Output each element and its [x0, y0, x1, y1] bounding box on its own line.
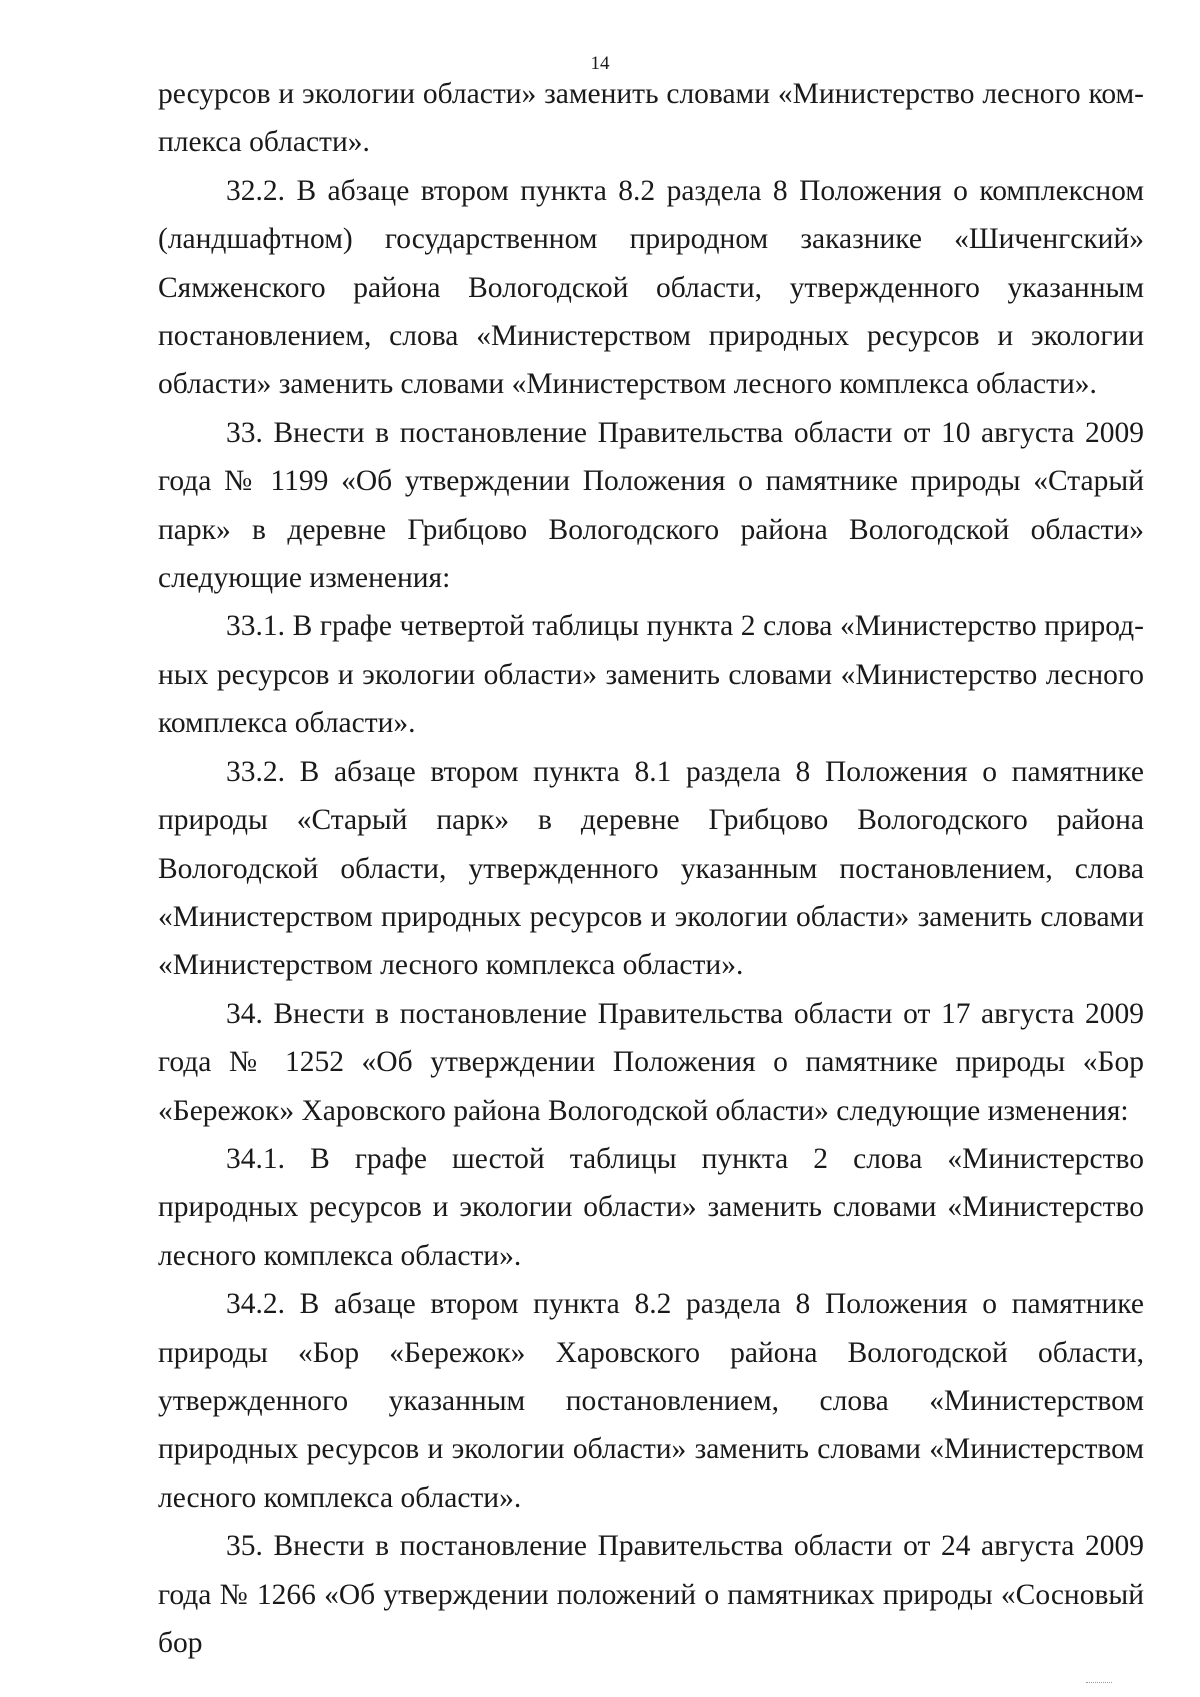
scan-artifact — [1086, 1682, 1112, 1687]
document-body — [158, 70, 1144, 1667]
paragraph-32-2: 32.2. В абзаце втором пункта 8.2 раздела 8 Положения о комплексном (ландшафтном) государственном природном заказнике «Шиченгский» Сямженского района Вологодской области, утвержденного указанным постановлением, слова «Министерством природных ресурсов и экологии области» заменить словами «Министерством лесного комплекса области». — [158, 174, 1144, 401]
paragraph-34: 34. Внести в постановление Правительства области от 17 августа 2009 года № 1252 «Об утверждении Положения о памятнике природы «Бор «Бережок» Харовского района Вологодской области» следующие изменения: — [158, 997, 1144, 1127]
paragraph-33-2: 33.2. В абзаце втором пункта 8.1 раздела 8 Положения о памятнике природы «Старый парк» в деревне Грибцово Вологодского района Вологодской области, утвержденного указанным постановлением, слова «Министерством природных ресурсов и экологии области» заменить словами «Министерством лесного комплекса области». — [158, 755, 1144, 982]
paragraph-35: 35. Внести в постановление Правительства области от 24 августа 2009 года № 1266 «Об утверждении положений о памятниках природы «Сосновый бор — [158, 1530, 1144, 1659]
paragraph-33-1: 33.1. В графе четвертой таблицы пункта 2 слова «Министерство природных ресурсов и экологии области» заменить словами «Министерство лесного комплекса области». — [158, 610, 1144, 740]
paragraph-34-1: 34.1. В графе шестой таблицы пункта 2 слова «Министерство природных ресурсов и экологии области» заменить словами «Министерство лесного комплекса области». — [158, 1142, 1144, 1272]
page-number: 14 — [590, 53, 610, 74]
paragraph-continued: ресурсов и экологии области» заменить словами «Министерство лесного комплекса области». — [158, 78, 1144, 159]
paragraph-33: 33. Внести в постановление Правительства области от 10 августа 2009 года № 1199 «Об утверждении Положения о памятнике природы «Старый парк» в деревне Грибцово Вологодского района Вологодской области» следующие изменения: — [158, 416, 1144, 595]
paragraph-34-2: 34.2. В абзаце втором пункта 8.2 раздела 8 Положения о памятнике природы «Бор «Бережок» Харовского района Вологодской области, утвержденного указанным постановлением, слова «Министерством природных ресурсов и экологии области» заменить словами «Министерством лесного комплекса области». — [158, 1288, 1144, 1514]
